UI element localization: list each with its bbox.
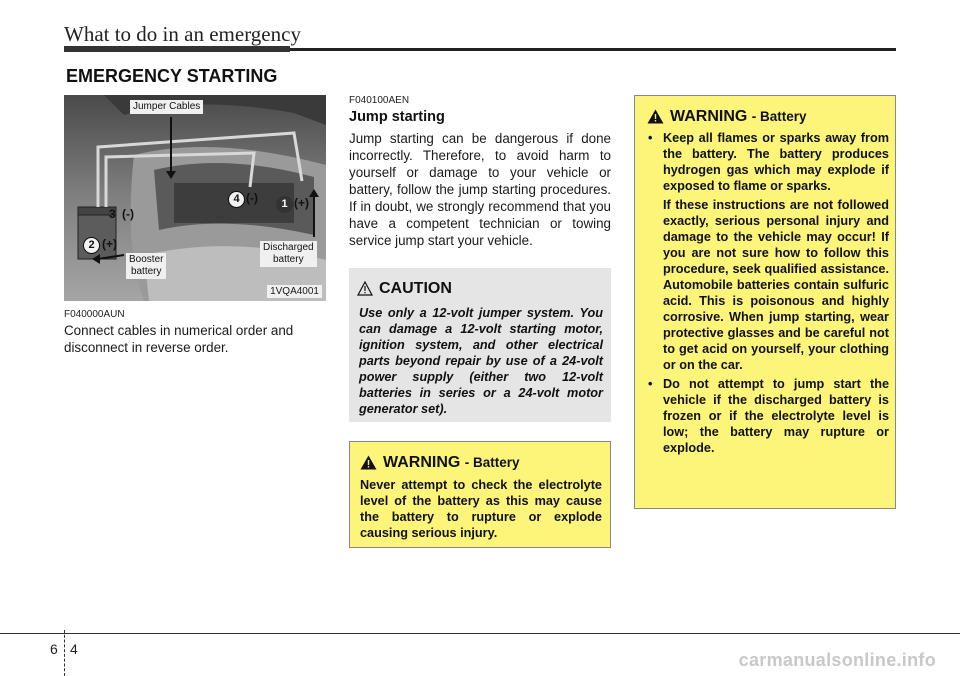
warning-small-subtitle: - Battery <box>464 455 520 470</box>
warning-big-title: WARNING <box>670 108 748 125</box>
marker-2-sign: (+) <box>102 237 117 251</box>
left-code: F040000AUN <box>64 309 125 320</box>
warning-small-text: Never attempt to check the electrolyte level of the battery as this may cause the battery to rupture or explode causing serious injury. <box>360 478 602 540</box>
left-instruction: Connect cables in numerical order and disconnect in reverse order. <box>64 323 294 355</box>
marker-3-sign: (-) <box>122 207 134 221</box>
warning-box-battery <box>634 95 896 509</box>
caution-heading <box>357 280 452 298</box>
warning-box-electrolyte <box>349 441 611 548</box>
warning-big-heading <box>647 108 807 126</box>
marker-4-badge: 4 <box>228 191 245 208</box>
warning-list <box>643 130 889 456</box>
caution-box <box>349 268 611 422</box>
caution-title: CAUTION <box>379 280 452 297</box>
middle-code: F040100AEN <box>349 95 410 106</box>
page-number: 4 <box>70 641 78 657</box>
chapter-number: 6 <box>50 641 58 657</box>
chapter-title: What to do in an emergency <box>64 22 301 46</box>
marker-1-sign: (+) <box>294 196 309 210</box>
marker-3-number: 3 <box>109 207 116 221</box>
warning-item-flames <box>643 130 889 373</box>
warning-big-subtitle: - Battery <box>751 109 807 124</box>
warning-item-flames-detail: If these instructions are not followed exactly, serious personal injury and damage to the vehicle may occur! If you are not sure how to follow this procedure, seek qualified assistance. Automobile batteries contain sulfuric acid. This is poisonous and highly corrosive. When jump starting, wear protective glasses and be careful not to get acid on yourself, your clothing or on the car. <box>663 198 889 372</box>
caution-text: Use only a 12-volt jumper system. You can damage a 12-volt starting motor, ignition system, and other electrical parts beyond repair by use of a 24-volt power supply (either two 12-volt batteries in series or a 24-volt motor generator set). <box>359 306 603 416</box>
footer-rule <box>0 633 960 634</box>
warning-item-flames-text: • Keep all flames or sparks away from the battery. The battery produces hydrogen gas which may explode if exposed to flame or sparks. <box>663 131 889 193</box>
marker-4-sign: (-) <box>246 191 258 205</box>
jump-starting-heading: Jump starting <box>349 109 445 125</box>
figure-code: 1VQA4001 <box>267 285 322 298</box>
caution-triangle-icon <box>357 281 373 296</box>
warning-small-heading <box>360 454 520 472</box>
watermark: carmanualsonline.info <box>738 650 936 670</box>
jump-start-illustration <box>64 95 326 301</box>
warning-triangle-icon <box>360 455 377 470</box>
jump-starting-text: Jump starting can be dangerous if done incorrectly. Therefore, to avoid harm to yourself or damage to your vehicle or battery, follow the jump starting procedures. If in doubt, we strongly recommend that you have a competent technician or towing service jump start your vehicle. <box>349 131 611 248</box>
section-title: EMERGENCY STARTING <box>66 66 278 86</box>
booster-battery-label: Booster battery <box>126 253 166 279</box>
footer-divider <box>64 630 66 676</box>
warning-big-body <box>643 130 889 459</box>
marker-1-badge: 1 <box>276 196 293 213</box>
warning-item-frozen <box>643 376 889 456</box>
warning-triangle-icon <box>647 109 664 124</box>
header-rule-accent <box>64 46 290 52</box>
warning-small-title: WARNING <box>383 454 461 471</box>
warning-item-frozen-text: • Do not attempt to jump start the vehicle if the discharged battery is frozen or if the electrolyte level is low; the battery may rupture or explode. <box>663 377 889 455</box>
jumper-cables-label: Jumper Cables <box>130 100 203 114</box>
marker-2-badge: 2 <box>83 237 100 254</box>
discharged-battery-label: Discharged battery <box>260 241 317 267</box>
